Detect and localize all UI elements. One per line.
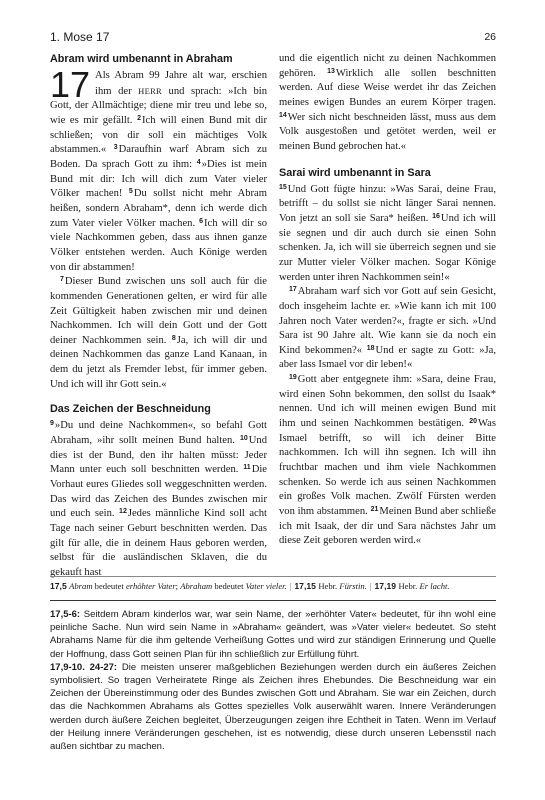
- verse-text: Und dies ist der Bund, den ihr halten müsst: Jeder Mann unter euch soll beschnitten werden.: [50, 435, 267, 476]
- footnote-text: Fürstin.: [339, 581, 367, 591]
- verse-number: 10: [239, 435, 248, 443]
- paragraph: [50, 275, 267, 392]
- verse-text: Als Abram 99 Jahre alt war, erschien ihm der: [95, 70, 267, 97]
- verse-text: Die Vorhaut eures Gliedes soll weggeschnitten werden. Das wird das Zeichen des Bundes zwischen mir und euch sein.: [50, 464, 267, 520]
- verse-number: 8: [171, 334, 176, 342]
- paragraph: [279, 52, 496, 155]
- footnote-text: Hebr.: [398, 581, 420, 591]
- verse-number: 7: [60, 276, 64, 284]
- divine-name: HERR: [138, 85, 163, 96]
- page-number: 26: [484, 31, 496, 43]
- verse-text: Jedes männliche Kind soll acht Tage nach seiner Geburt beschnitten werden. Das gilt für alle, die in deinem Haus geboren werden, selbst für die ausländischen Sklaven, die du gekauft hast: [50, 508, 267, 578]
- commentary-text: Seitdem Abram kinderlos war, war sein Name, der »erhöhter Vater« bedeutet, für ihn wohl eine peinliche Sache. Nun wird sein Name in »Abraham« geändert, was »Vater vieler« bedeutet. So steht Abrahams Name für die ihm geltende Verheißung Gottes und wird zur ständigen Erinnerung und Quelle der Hoffnung, dass Gott seinen Plan für ihn schließlich zur Erfüllung führt.: [50, 609, 496, 660]
- verse-number: 14: [279, 111, 287, 119]
- verse-text: und sprach: »Ich bin Gott, der Allmächtige; diene mir treu und lebe so, wie es mir gefällt.: [50, 85, 268, 126]
- verse-number: 21: [370, 506, 379, 514]
- section-heading-circumcision: Das Zeichen der Beschneidung: [50, 403, 211, 416]
- verse-text: Und Gott fügte hinzu: »Was Sarai, deine Frau, betrifft – du sollst sie nicht länger Sarai nennen. Von jetzt an soll sie Sara* heißen.: [279, 183, 496, 224]
- page-header: [50, 30, 496, 48]
- verse-text: Ja, ich will dir und deinen Nachkommen das ganze Land Kanaan, in dem du jetzt als Fremder lebst, für immer geben. Und ich will ihr Gott sein.«: [50, 334, 267, 390]
- section-heading-abraham: Abram wird umbenannt in Abraham: [50, 53, 233, 65]
- verse-text: und die eigentlich nicht zu deinen Nachkommen gehören.: [279, 53, 496, 79]
- verse-text: Du sollst nicht mehr Abram heißen, sondern Abraham*, denn ich werde dich zum Vater vieler Völker machen.: [50, 188, 267, 229]
- verse-number: 9: [50, 420, 54, 428]
- footnote: [50, 581, 287, 591]
- verse-text: Und ich will sie segnen und dir auch durch sie einen Sohn schenken. Ja, ich will sie überreich segnen und sie zur Mutter vieler Völker machen. Sogar Könige werden unter ihren Nachkommen sein!«: [279, 212, 496, 283]
- commentary-ref: 17,9-10. 24-27:: [50, 661, 118, 673]
- footnote: [375, 581, 450, 591]
- footnote-text: ;: [175, 581, 181, 591]
- left-column: [50, 52, 267, 581]
- verse-text: »Du und deine Nachkommen«, so befahl Gott Abraham, »ihr sollt meinen Bund halten.: [50, 420, 267, 447]
- footnote-text: Er lacht.: [419, 581, 450, 591]
- running-head: 1. Mose 17: [50, 30, 110, 44]
- verse-text: Gott aber entgegnete ihm: »Sara, deine Frau, wird einen Sohn bekommen, den sollst du Isaak* nennen. Und ich will meinen ewigen Bund mit ihm und seinen Nachkommen bestätigen.: [279, 374, 496, 430]
- paragraph: [50, 64, 268, 275]
- verse-number: 4: [196, 158, 201, 166]
- verse-text: Und er sagte zu Gott: »Ja, aber lass Ismael vor dir leben!«: [279, 344, 496, 371]
- footnote-text: Hebr.: [318, 581, 340, 591]
- verse-number: 5: [128, 188, 133, 196]
- verse-text: Ich will einen Bund mit dir schließen; von dir soll ein mächtiges Volk abstammen.«: [50, 114, 267, 156]
- verse-number: 11: [243, 464, 251, 472]
- commentary-divider: [50, 600, 496, 601]
- footnote-text: Abram: [69, 581, 93, 591]
- footnote-separator: |: [369, 581, 372, 591]
- verse-text: Wer sich nicht beschneiden lässt, muss aus dem Volk ausgestoßen und getötet werden, weil er meinen Bund gebrochen hat.«: [279, 111, 496, 152]
- footnote-text: bedeutet: [212, 581, 246, 591]
- paragraph: [50, 419, 267, 580]
- footnote: [294, 581, 366, 591]
- footnotes: [50, 580, 496, 592]
- footnote-divider: [50, 576, 496, 577]
- paragraph: [279, 373, 496, 549]
- verse-text: Was Ismael betrifft, so will ich deiner Bitte nachkommen. Ich will ihn segnen. Ich will ihn fruchtbar machen und ihm viele Nachkommen schenken. So werde ich aus seinen Nachkommen ein großes Volk machen. Zwölf Fürsten werden von ihm abstammen.: [279, 418, 496, 518]
- verse-number: 3: [113, 144, 118, 152]
- verse-number: 20: [469, 418, 478, 426]
- verse-number: 15: [279, 183, 287, 191]
- verse-number: 6: [199, 217, 203, 225]
- commentary-paragraph: [50, 661, 496, 753]
- verse-number: 18: [366, 344, 375, 352]
- verse-number: 12: [119, 508, 127, 516]
- verse-text: Wirklich alle sollen beschnitten werden. Auf diese Weise werdet ihr das Zeichen meines ewigen Bundes an eurem Körper tragen.: [279, 67, 496, 108]
- verse-text: Ich will dir so viele Nachkommen geben, dass aus ihnen ganze Völker entstehen werden. Auch Könige werden von dir abstammen!: [50, 217, 267, 273]
- commentary-paragraph: [50, 608, 496, 661]
- footnote-text: Vater vieler.: [245, 581, 287, 591]
- chapter-number: 17: [50, 64, 91, 105]
- commentary: [50, 608, 496, 753]
- footnote-text: Abraham: [180, 581, 213, 591]
- verse-text: »Dies ist mein Bund mit dir: Ich will dich zum Vater vieler Völker machen!: [50, 158, 267, 200]
- footnote-ref: 17,5: [50, 581, 70, 591]
- section-heading-sara: Sarai wird umbenannt in Sara: [279, 166, 431, 179]
- commentary-text: Die meisten unserer maßgeblichen Beziehungen werden durch ein äußeres Zeichen symbolisiert. So tragen Verheiratete Ringe als Zeichen ihres Ehebundes. Die Beschneidung war ein Zeichen der Übereinstimmung oder des Bundes zwischen Gott und Abraham. Sie war ein Zeichen, durch das die Nachkommen Abrahams als Gottes spezielles Volk auserwählt waren. Innere Veränderungen werden durch äußere Zeichen begleitet, Überzeugungen zeigen ihre Echtheit in Taten. Wenn im Verlauf der Heilung innere Veränderungen geschehen, ist es notwendig, diese durch unseren Lebensstil nach außen sichtbar zu machen.: [50, 661, 496, 753]
- footnote-text: erhöhter Vater: [125, 581, 176, 591]
- footnote-text: bedeutet: [92, 581, 126, 591]
- footnote-ref: 17,19: [374, 581, 399, 591]
- footnote-ref: 17,15: [294, 581, 319, 591]
- verse-number: 16: [432, 212, 440, 220]
- verse-text: Daraufhin warf Abram sich zu Boden. Da sprach Gott zu ihm:: [50, 144, 268, 170]
- commentary-ref: 17,5-6:: [50, 609, 81, 620]
- verse-number: 2: [137, 114, 141, 122]
- paragraph: [279, 285, 496, 373]
- verse-text: Meinen Bund aber schließe ich mit Isaak, der dir und Sara nächstes Jahr um diese Zeit geboren werden wird.«: [279, 506, 496, 547]
- footnote-separator: |: [289, 581, 292, 591]
- right-column: [279, 52, 496, 549]
- paragraph: [279, 183, 496, 286]
- verse-number: 17: [289, 286, 297, 294]
- verse-number: 19: [289, 374, 297, 382]
- verse-text: Dieser Bund zwischen uns soll auch für die kommenden Generationen gelten, er wird für alle Zeit Gültigkeit haben zwischen mir und deinen Nachkommen. Ich will dein Gott und der Gott deiner Nachkommen sein.: [50, 276, 267, 346]
- verse-number: 13: [327, 67, 335, 75]
- verse-text: Abraham warf sich vor Gott auf sein Gesicht, doch insgeheim lachte er. »Wie kann ich mit 100 Jahren noch Vater werden?«, fragte er sich. »Und Sara ist 90 Jahre alt. Wie kann sie da noch ein Kind bekommen?«: [279, 286, 496, 356]
